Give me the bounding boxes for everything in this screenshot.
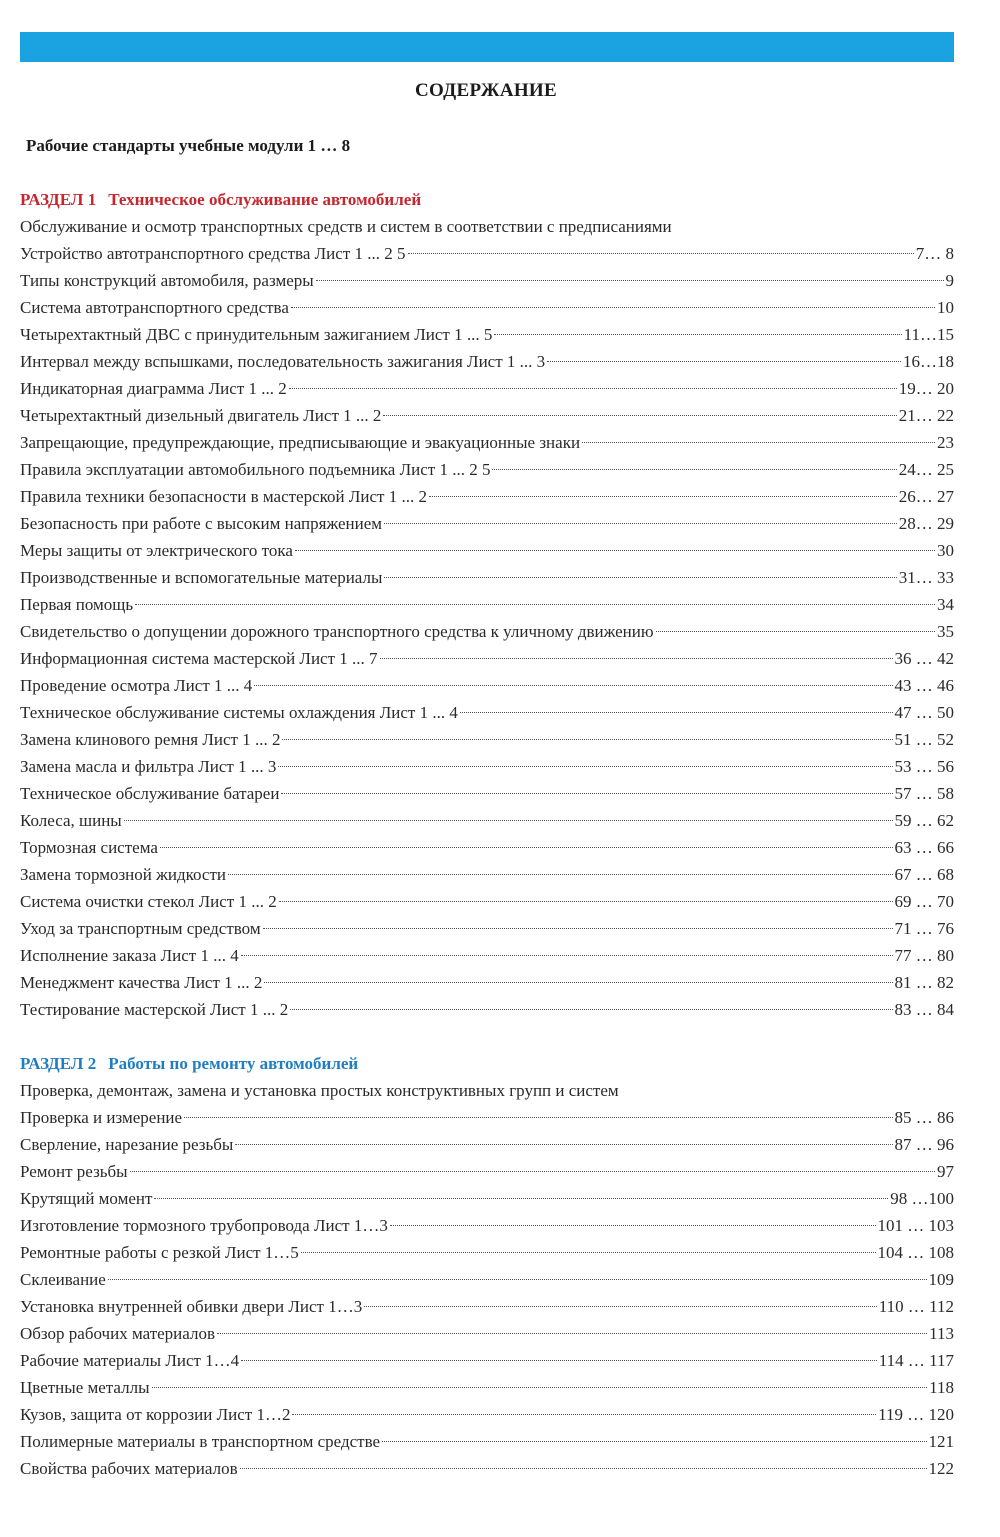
toc-entry[interactable] (20, 996, 954, 1023)
toc-entry[interactable] (20, 456, 954, 483)
toc-entry-title: Замена клинового ремня Лист 1 ... 2 (20, 730, 281, 749)
toc-entry-title: Уход за транспортным средством (20, 919, 261, 938)
toc-entry-title: Проведение осмотра Лист 1 ... 4 (20, 676, 253, 695)
dot-leader (656, 631, 935, 632)
toc-entry-title: Полимерные материалы в транспортном средстве (20, 1432, 381, 1451)
dot-leader (184, 1117, 892, 1118)
toc-entry-title: Рабочие материалы Лист 1…4 (20, 1351, 240, 1370)
toc-entry-pages: 31… 33 (898, 568, 954, 587)
toc-list (20, 240, 954, 1023)
toc-entry[interactable] (20, 672, 954, 699)
toc-section-1 (20, 186, 954, 1023)
toc-entry[interactable] (20, 1212, 954, 1239)
toc-entry-pages: 7… 8 (915, 244, 954, 263)
toc-entry[interactable] (20, 1455, 954, 1482)
toc-entry-pages: 23 (937, 433, 954, 452)
toc-entry-pages: 43 … 46 (894, 676, 954, 695)
toc-entry-pages: 114 … 117 (878, 1351, 954, 1370)
dot-leader (254, 685, 892, 686)
toc-entry[interactable] (20, 483, 954, 510)
toc-entry[interactable] (20, 267, 954, 294)
toc-entry-title: Тестирование мастерской Лист 1 ... 2 (20, 1000, 289, 1019)
toc-entry-pages: 122 (928, 1459, 954, 1478)
toc-entry[interactable] (20, 321, 954, 348)
toc-entry-pages: 81 … 82 (894, 973, 954, 992)
dot-leader (289, 388, 897, 389)
toc-entry-pages: 30 (937, 541, 954, 560)
toc-entry-title: Крутящий момент (20, 1189, 153, 1208)
toc-entry-pages: 109 (928, 1270, 954, 1289)
dot-leader (130, 1171, 935, 1172)
toc-entry-pages: 110 … 112 (878, 1297, 954, 1316)
toc-entry-pages: 77 … 80 (894, 946, 954, 965)
dot-leader (263, 928, 893, 929)
toc-entry-pages: 34 (937, 595, 954, 614)
toc-entry-pages: 16…18 (903, 352, 954, 371)
toc-entry[interactable] (20, 240, 954, 267)
dot-leader (380, 658, 893, 659)
toc-entry-pages: 26… 27 (898, 487, 954, 506)
toc-entry-title: Изготовление тормозного трубопровода Лист 1…3 (20, 1216, 388, 1235)
dot-leader (384, 577, 896, 578)
toc-entry-title: Информационная система мастерской Лист 1 ... 7 (20, 649, 378, 668)
toc-entry[interactable] (20, 375, 954, 402)
toc-entry[interactable] (20, 969, 954, 996)
toc-entry-title: Менеджмент качества Лист 1 ... 2 (20, 973, 263, 992)
dot-leader (382, 1441, 926, 1442)
toc-entry-title: Замена тормозной жидкости (20, 865, 227, 884)
dot-leader (241, 955, 893, 956)
dot-leader (390, 1225, 876, 1226)
toc-entry-pages: 101 … 103 (877, 1216, 954, 1235)
toc-entry-title: Запрещающие, предупреждающие, предписывающие и эвакуационные знаки (20, 433, 581, 452)
toc-entry-title: Замена масла и фильтра Лист 1 ... 3 (20, 757, 277, 776)
dot-leader (278, 766, 892, 767)
toc-entry[interactable] (20, 348, 954, 375)
toc-entry[interactable] (20, 591, 954, 618)
toc-entry-title: Техническое обслуживание батареи (20, 784, 280, 803)
toc-entry-title: Ремонтные работы с резкой Лист 1…5 (20, 1243, 299, 1262)
dot-leader (264, 982, 892, 983)
dot-leader (460, 712, 893, 713)
toc-entry-pages: 113 (929, 1324, 954, 1343)
toc-entry-pages: 21… 22 (898, 406, 954, 425)
toc-entry-pages: 118 (929, 1378, 954, 1397)
section-title: Техническое обслуживание автомобилей (108, 190, 422, 209)
toc-entry-pages: 28… 29 (898, 514, 954, 533)
toc-entry-title: Техническое обслуживание системы охлаждения Лист 1 ... 4 (20, 703, 458, 722)
toc-entry-pages: 47 … 50 (894, 703, 954, 722)
toc-entry[interactable] (20, 888, 954, 915)
toc-entry-title: Цветные металлы (20, 1378, 150, 1397)
section-description: Проверка, демонтаж, замена и установка простых конструктивных групп и систем (20, 1081, 619, 1100)
toc-entry-title: Сверление, нарезание резьбы (20, 1135, 234, 1154)
dot-leader (494, 334, 901, 335)
toc-entry[interactable] (20, 1293, 954, 1320)
toc-entry-pages: 19… 20 (898, 379, 954, 398)
toc-entry[interactable] (20, 1320, 954, 1347)
toc-entry[interactable] (20, 429, 954, 456)
toc-entry[interactable] (20, 618, 954, 645)
dot-leader (282, 739, 892, 740)
toc-entry-title: Проверка и измерение (20, 1108, 183, 1127)
toc-entry-title: Обзор рабочих материалов (20, 1324, 215, 1343)
toc-entry[interactable] (20, 294, 954, 321)
toc-entry-pages: 67 … 68 (894, 865, 954, 884)
section-heading (20, 186, 954, 213)
toc-entry[interactable] (20, 537, 954, 564)
toc-entry-pages: 51 … 52 (894, 730, 954, 749)
toc-entry[interactable] (20, 1185, 954, 1212)
toc-entry[interactable] (20, 942, 954, 969)
dot-leader (364, 1306, 877, 1307)
page-title: СОДЕРЖАНИЕ (415, 80, 557, 101)
toc-entry-pages: 10 (937, 298, 954, 317)
toc-entry-title: Исполнение заказа Лист 1 ... 4 (20, 946, 239, 965)
dot-leader (135, 604, 935, 605)
toc-entry[interactable] (20, 726, 954, 753)
toc-list (20, 1104, 954, 1482)
toc-entry[interactable] (20, 1374, 954, 1401)
dot-leader (301, 1252, 876, 1253)
toc-entry[interactable] (20, 1428, 954, 1455)
toc-entry-title: Кузов, защита от коррозии Лист 1…2 (20, 1405, 291, 1424)
toc-entry-pages: 104 … 108 (877, 1243, 954, 1262)
toc-entry-title: Безопасность при работе с высоким напряжением (20, 514, 383, 533)
toc-entry-title: Устройство автотранспортного средства Лист 1 ... 2 5 (20, 244, 406, 263)
dot-leader (217, 1333, 927, 1334)
toc-entry-pages: 9 (945, 271, 954, 290)
dot-leader (492, 469, 896, 470)
dot-leader (241, 1360, 877, 1361)
toc-entry[interactable] (20, 402, 954, 429)
toc-entry[interactable] (20, 1104, 954, 1131)
dot-leader (240, 1468, 927, 1469)
toc-entry-title: Установка внутренней обивки двери Лист 1…3 (20, 1297, 363, 1316)
dot-leader (281, 793, 892, 794)
dot-leader (290, 1009, 892, 1010)
toc-entry-title: Индикаторная диаграмма Лист 1 ... 2 (20, 379, 287, 398)
toc-entry-pages: 35 (937, 622, 954, 641)
toc-entry-pages: 121 (928, 1432, 954, 1451)
toc-section-2 (20, 1050, 954, 1482)
toc-entry-pages: 63 … 66 (894, 838, 954, 857)
dot-leader (228, 874, 892, 875)
toc-entry-pages: 119 … 120 (878, 1405, 954, 1424)
toc-entry[interactable] (20, 510, 954, 537)
toc-entry[interactable] (20, 861, 954, 888)
top-color-bar (20, 32, 954, 62)
toc-entry-title: Первая помощь (20, 595, 134, 614)
section-heading (20, 1050, 954, 1077)
toc-entry-title: Меры защиты от электрического тока (20, 541, 293, 560)
toc-entry-title: Тормозная система (20, 838, 158, 857)
toc-entry-title: Колеса, шины (20, 811, 122, 830)
toc-entry[interactable] (20, 1239, 954, 1266)
toc-entry-title: Система автотранспортного средства (20, 298, 289, 317)
toc-entry-title: Система очистки стекол Лист 1 ... 2 (20, 892, 277, 911)
toc-entry[interactable] (20, 1131, 954, 1158)
dot-leader (292, 1414, 876, 1415)
section-title: Работы по ремонту автомобилей (108, 1054, 359, 1073)
toc-entry-pages: 71 … 76 (894, 919, 954, 938)
toc-entry-pages: 59 … 62 (894, 811, 954, 830)
toc-entry-title: Правила эксплуатации автомобильного подъемника Лист 1 ... 2 5 (20, 460, 491, 479)
toc-entry[interactable] (20, 564, 954, 591)
page-subtitle: Рабочие стандарты учебные модули 1 … 8 (26, 136, 351, 155)
section-number: РАЗДЕЛ 2 (20, 1054, 97, 1073)
toc-entry[interactable] (20, 645, 954, 672)
toc-entry-pages: 83 … 84 (894, 1000, 954, 1019)
toc-entry[interactable] (20, 915, 954, 942)
toc-entry-pages: 53 … 56 (894, 757, 954, 776)
toc-entry-pages: 24… 25 (898, 460, 954, 479)
toc-entry-title: Четырехтактный дизельный двигатель Лист 1 ... 2 (20, 406, 382, 425)
toc-entry-pages: 11…15 (903, 325, 954, 344)
dot-leader (384, 523, 897, 524)
dot-leader (582, 442, 935, 443)
dot-leader (291, 307, 935, 308)
toc-entry[interactable] (20, 1266, 954, 1293)
dot-leader (235, 1144, 892, 1145)
dot-leader (429, 496, 897, 497)
toc-entry-pages: 85 … 86 (894, 1108, 954, 1127)
dot-leader (108, 1279, 927, 1280)
toc-entry-title: Ремонт резьбы (20, 1162, 128, 1181)
section-number: РАЗДЕЛ 1 (20, 190, 97, 209)
dot-leader (383, 415, 896, 416)
dot-leader (154, 1198, 888, 1199)
toc-entry-title: Свойства рабочих материалов (20, 1459, 238, 1478)
toc-entry[interactable] (20, 834, 954, 861)
toc-entry-pages: 98 …100 (890, 1189, 954, 1208)
toc-entry[interactable] (20, 780, 954, 807)
dot-leader (152, 1387, 928, 1388)
toc-entry[interactable] (20, 1347, 954, 1374)
toc-entry-pages: 36 … 42 (894, 649, 954, 668)
toc-entry-title: Интервал между вспышками, последовательность зажигания Лист 1 ... 3 (20, 352, 546, 371)
toc-entry-pages: 87 … 96 (894, 1135, 954, 1154)
toc-entry-pages: 97 (937, 1162, 954, 1181)
toc-entry-pages: 57 … 58 (894, 784, 954, 803)
toc-entry-title: Четырехтактный ДВС с принудительным зажиганием Лист 1 ... 5 (20, 325, 493, 344)
toc-entry-pages: 69 … 70 (894, 892, 954, 911)
toc-entry-title: Склеивание (20, 1270, 106, 1289)
toc-entry-title: Правила техники безопасности в мастерской Лист 1 ... 2 (20, 487, 427, 506)
toc-entry[interactable] (20, 807, 954, 834)
dot-leader (124, 820, 893, 821)
dot-leader (160, 847, 893, 848)
toc-entry[interactable] (20, 753, 954, 780)
toc-entry[interactable] (20, 699, 954, 726)
toc-entry[interactable] (20, 1401, 954, 1428)
dot-leader (279, 901, 893, 902)
dot-leader (316, 280, 944, 281)
dot-leader (408, 253, 914, 254)
toc-entry-title: Свидетельство о допущении дорожного транспортного средства к уличному движению (20, 622, 654, 641)
dot-leader (547, 361, 901, 362)
toc-entry[interactable] (20, 1158, 954, 1185)
dot-leader (295, 550, 935, 551)
toc-entry-title: Типы конструкций автомобиля, размеры (20, 271, 314, 290)
toc-entry-title: Производственные и вспомогательные материалы (20, 568, 383, 587)
section-description: Обслуживание и осмотр транспортных средств и систем в соответствии с предписаниями (20, 217, 672, 236)
